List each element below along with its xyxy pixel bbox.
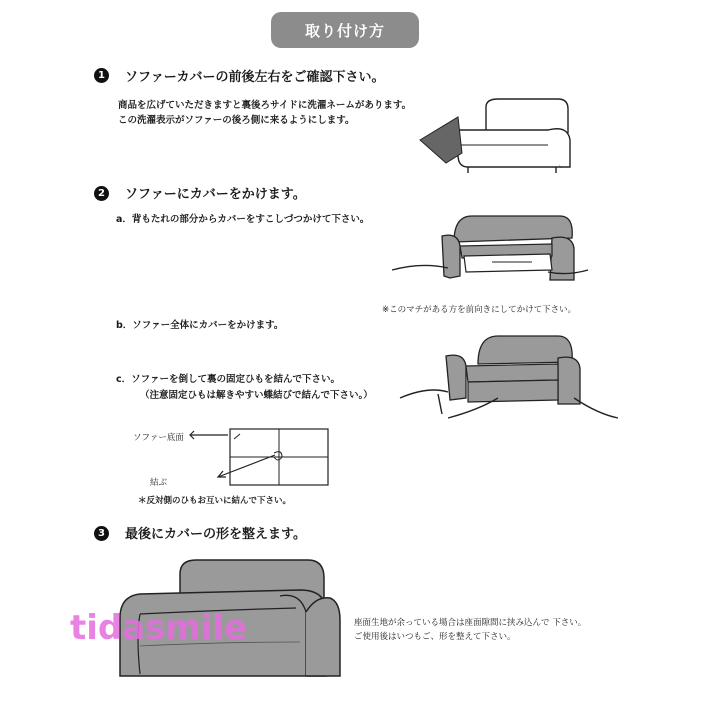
page-title: 取り付け方 <box>271 12 419 48</box>
step-3-number: 3 <box>94 526 109 541</box>
step-2a-text: a．背もたれの部分からカバーをすこしづつかけて下さい。 <box>116 214 370 225</box>
sofa-illustration-2c <box>398 334 628 424</box>
step-2b-text: b．ソファー全体にカバーをかけます。 <box>116 320 284 331</box>
diagram-label-bottom: ソファー底面 <box>133 433 184 443</box>
step-3-heading: 最後にカバーの形を整えます。 <box>125 527 306 542</box>
diagram-note: ＊反対側のひもお互いに結んで下さい。 <box>138 496 292 506</box>
tie-diagram <box>190 425 335 490</box>
diagram-label-tie: 結ぶ <box>150 478 168 488</box>
step-2-heading: ソファーにカバーをかけます。 <box>125 187 306 202</box>
sofa-illustration-2a <box>392 212 592 297</box>
step-3-text-2: ご使用後はいつもご、形を整えて下さい。 <box>354 632 516 642</box>
step-1-number: 1 <box>94 68 109 83</box>
step-1-text-2: この洗濯表示がソファーの後ろ側に来るようにします。 <box>118 115 355 126</box>
watermark: tidasmile <box>70 608 248 648</box>
step-2c-text-2: （注意固定ひもは解きやすい蝶結びで結んで下さい。） <box>140 390 373 401</box>
sofa-illustration-1 <box>418 95 578 180</box>
step-1-heading: ソファーカバーの前後左右をご確認下さい。 <box>125 70 385 85</box>
step-1-text-1: 商品を広げていただきますと裏後ろサイドに洗濯ネームがあります。 <box>118 100 412 111</box>
step-2-number: 2 <box>94 186 109 201</box>
step-3-text-1: 座面生地が余っている場合は座面隙間に挟み込んで 下さい。 <box>354 618 587 628</box>
step-2-note: ※このマチがある方を前向きにしてかけて下さい。 <box>382 305 577 315</box>
step-2c-text-1: c．ソファーを倒して裏の固定ひもを結んで下さい。 <box>116 374 340 385</box>
